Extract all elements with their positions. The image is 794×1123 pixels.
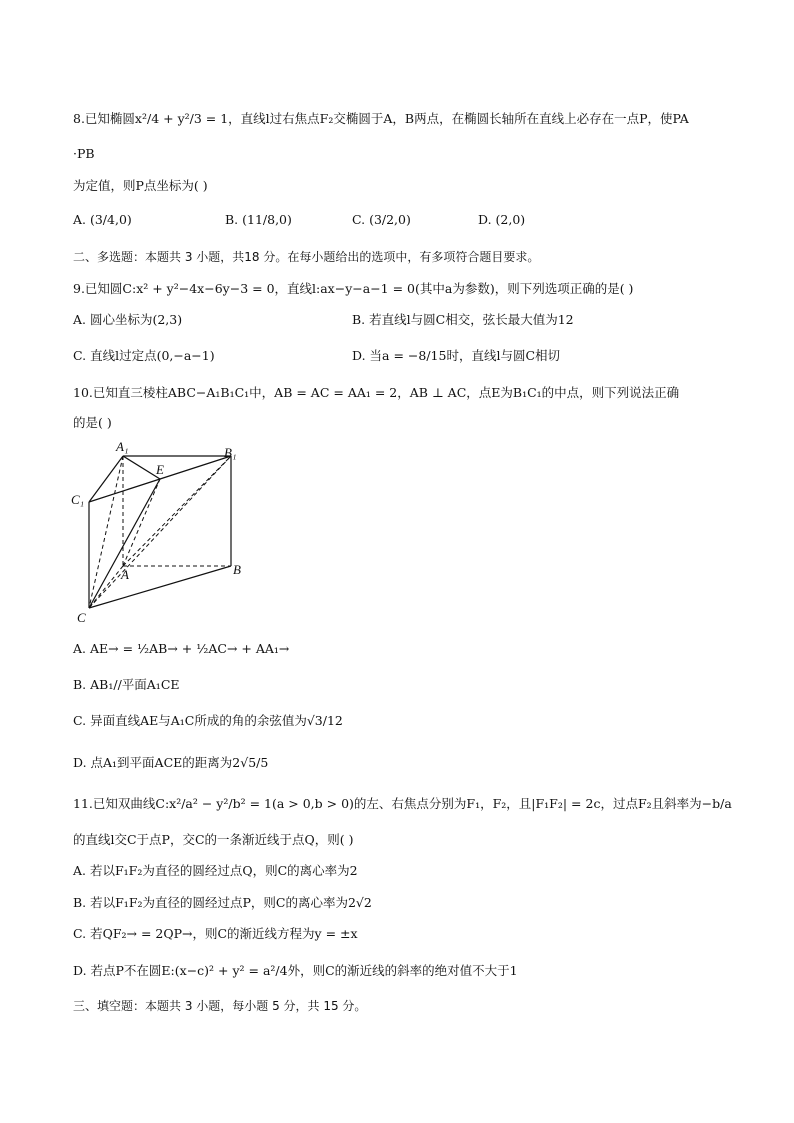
q8-option-c: C. (3/2,0) (352, 212, 411, 227)
section-2-heading: 二、多选题：本题共 3 小题，共18 分。在每小题给出的选项中，有多项符合题目要求。 (73, 250, 540, 264)
q11-option-b: B. 若以F₁F₂为直径的圆经过点P，则C的离心率为2√2 (73, 895, 372, 910)
q8-stem-line3: 为定值，则P点坐标为( ) (73, 178, 208, 193)
label-c: C (77, 610, 86, 625)
q8-stem-line1: 8.已知椭圆x²/4 + y²/3 = 1，直线l过右焦点F₂交椭圆于A，B两点，在椭圆长轴所在直线上必存在一点P，使PA (73, 111, 689, 126)
q11-option-c: C. 若QF₂→ = 2QP→，则C的渐近线方程为y = ±x (73, 926, 358, 941)
q9-option-a: A. 圆心坐标为(2,3) (73, 312, 183, 327)
q11-option-d: D. 若点P不在圆E:(x−c)² + y² = a²/4外，则C的渐近线的斜率的绝对值不大于1 (73, 963, 518, 978)
q10-stem-line2: 的是( ) (73, 415, 112, 430)
label-b1: B₁ (224, 445, 237, 460)
q9-option-b: B. 若直线l与圆C相交，弦长最大值为12 (352, 312, 574, 327)
q11-option-a: A. 若以F₁F₂为直径的圆经过点Q，则C的离心率为2 (73, 863, 358, 878)
q8-option-a: A. (3/4,0) (73, 212, 132, 227)
label-a1: A₁ (116, 439, 129, 454)
q10-option-a: A. AE→ = ½AB→ + ½AC→ + AA₁→ (73, 641, 290, 656)
q9-stem: 9.已知圆C:x² + y²−4x−6y−3 = 0，直线l:ax−y−a−1 = 0(其中a为参数)，则下列选项正确的是( ) (73, 281, 634, 296)
q10-option-d: D. 点A₁到平面ACE的距离为2√5/5 (73, 755, 269, 770)
section-3-heading: 三、填空题：本题共 3 小题，每小题 5 分，共 15 分。 (73, 999, 367, 1013)
q10-option-b: B. AB₁//平面A₁CE (73, 677, 180, 692)
label-c1: C₁ (71, 492, 85, 507)
q8-option-d: D. (2,0) (478, 212, 526, 227)
q8-option-b: B. (11/8,0) (225, 212, 292, 227)
q10-stem-line1: 10.已知直三棱柱ABC−A₁B₁C₁中，AB = AC = AA₁ = 2，AB ⊥ AC，点E为B₁C₁的中点，则下列说法正确 (73, 385, 680, 400)
q11-stem-line2: 的直线l交C于点P，交C的一条渐近线于点Q，则( ) (73, 832, 354, 847)
prism-figure (66, 436, 256, 628)
q9-option-c: C. 直线l过定点(0,−a−1) (73, 348, 215, 363)
q9-option-d: D. 当a = −8/15时，直线l与圆C相切 (352, 348, 561, 363)
label-e: E (156, 462, 164, 477)
q8-stem-line2: ·PB (73, 146, 95, 161)
label-a: A (121, 567, 129, 582)
q11-stem-line1: 11.已知双曲线C:x²/a² − y²/b² = 1(a > 0,b > 0)的左、右焦点分别为F₁，F₂，且|F₁F₂| = 2c，过点F₂且斜率为−b/a (73, 796, 732, 811)
q10-option-c: C. 异面直线AE与A₁C所成的角的余弦值为√3/12 (73, 713, 343, 728)
label-b: B (233, 562, 241, 577)
